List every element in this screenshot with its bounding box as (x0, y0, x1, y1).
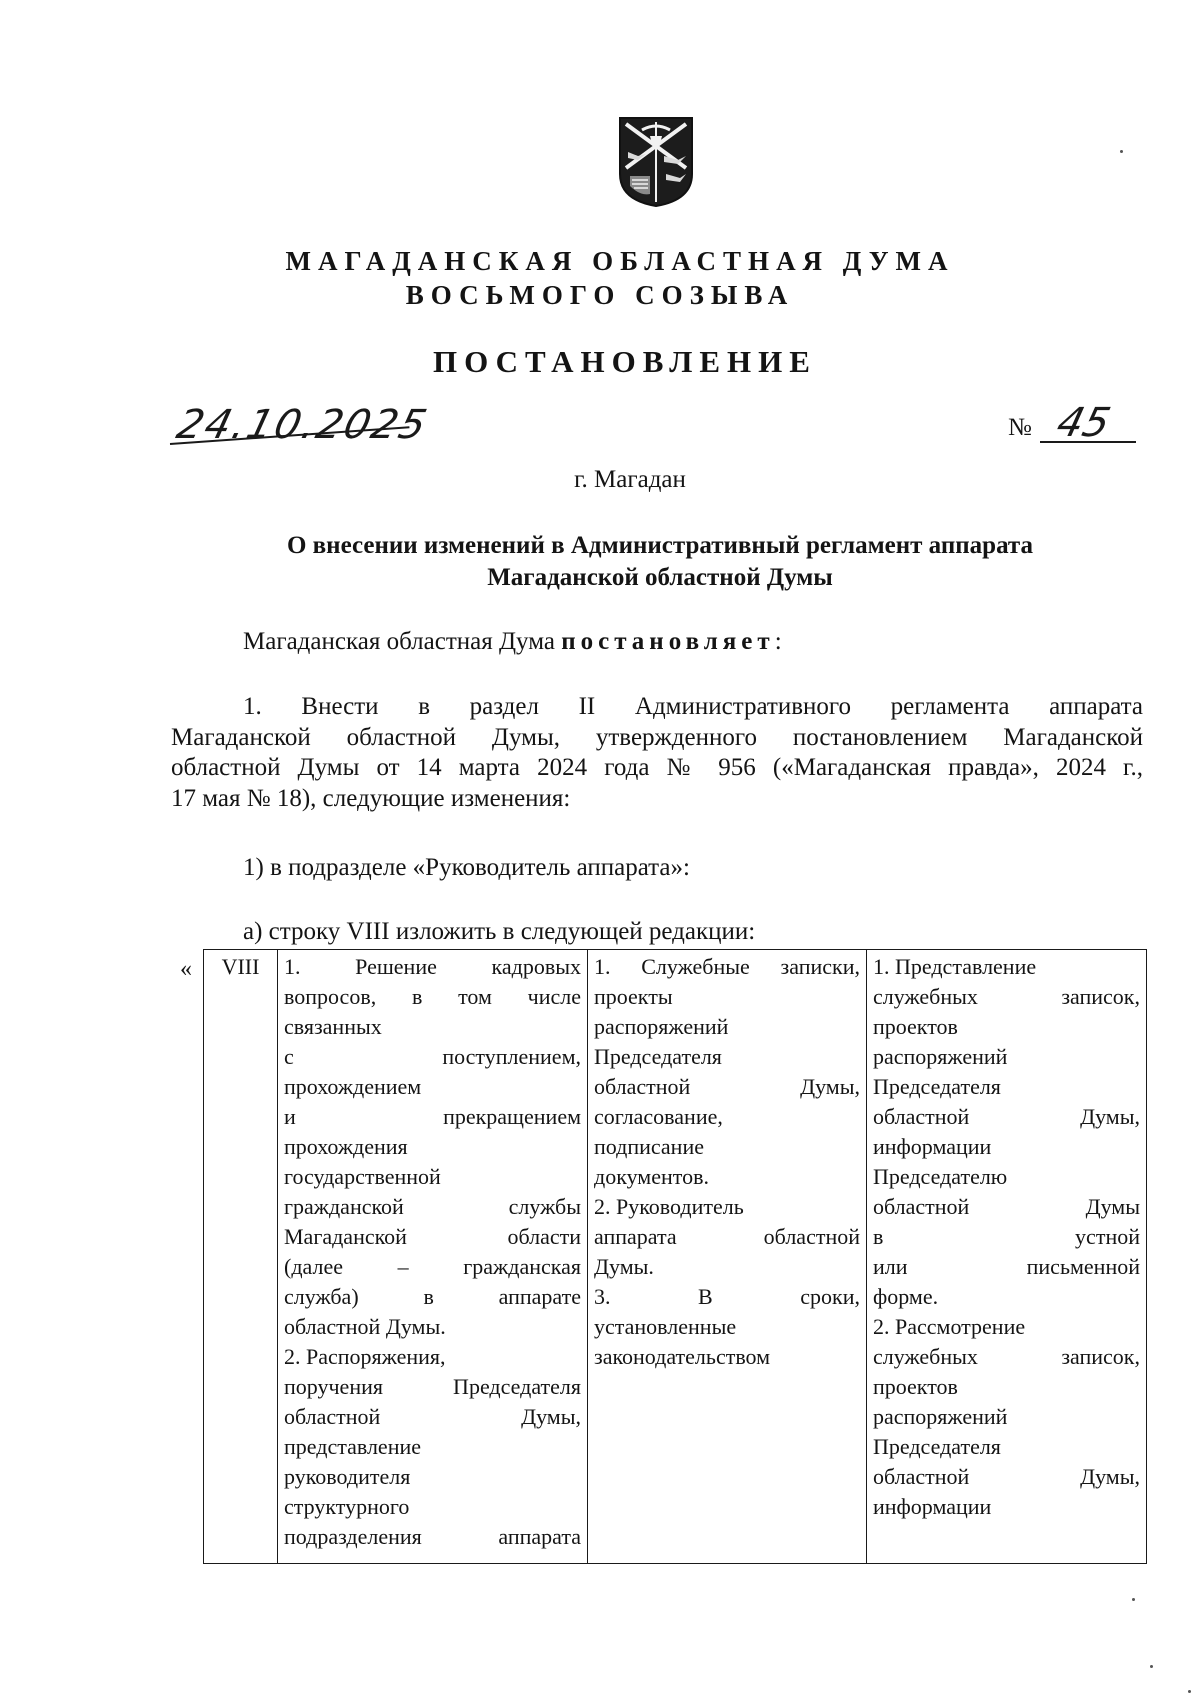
cell-line: прохождением (284, 1074, 422, 1099)
cell-line: Председателя (594, 1044, 722, 1069)
cell-line: прохождения (284, 1134, 408, 1159)
paragraph-line: областной Думы от 14 марта 2024 года № 956 («Магаданская правда», 2024 г., (171, 754, 1143, 781)
scan-speck (1132, 1598, 1135, 1601)
cell-line: представление (284, 1434, 422, 1459)
cell-line: областной Думы, (873, 1104, 1140, 1129)
cell-line: поручения Председателя (284, 1374, 581, 1399)
cell-line: форме. (873, 1284, 939, 1309)
cell-line: с поступлением, (284, 1044, 581, 1069)
table-cell-col3 (867, 950, 1147, 1564)
cell-line: 1. Представление (873, 954, 1037, 979)
handwritten-date: 24.10.2025 (172, 402, 433, 448)
cell-line: проектов (873, 1374, 958, 1399)
open-quote: « (180, 956, 192, 982)
preamble-verb: постановляет (561, 628, 775, 655)
cell-line: Председателя (873, 1074, 1001, 1099)
org-name: МАГАДАНСКАЯ ОБЛАСТНАЯ ДУМА (285, 246, 955, 276)
cell-line: областной Думы, (594, 1074, 860, 1099)
cell-line: подписание (594, 1134, 704, 1159)
cell-line: согласование, (594, 1104, 723, 1129)
document-title (200, 530, 1120, 594)
cell-line: распоряжений (873, 1044, 1008, 1069)
preamble-colon: : (774, 628, 782, 655)
cell-line: подразделения аппарата (284, 1524, 581, 1549)
title-line: О внесении изменений в Административный регламент аппарата (286, 532, 1034, 559)
cell-line: руководителя (284, 1464, 411, 1489)
document-type: ПОСТАНОВЛЕНИЕ (433, 344, 817, 379)
cell-line: государственной (284, 1164, 441, 1189)
table-row (204, 950, 1147, 1564)
table-cell-col1 (278, 950, 588, 1564)
cell-line: служба) в аппарате (284, 1284, 581, 1309)
cell-line: проекты (594, 984, 673, 1009)
paragraph-line: 17 мая № 18), следующие изменения: (171, 784, 571, 812)
cell-line: Председателя (873, 1434, 1001, 1459)
regulation-table (203, 949, 1147, 1564)
cell-line: 2. Распоряжения, (284, 1344, 446, 1369)
paragraph-line: Магаданской областной Думы, утвержденного постановлением Магаданской (171, 723, 1143, 751)
cell-line: информации (873, 1494, 992, 1519)
cell-line: установленные (594, 1314, 737, 1339)
cell-line: законодательством (594, 1344, 771, 1369)
cell-line: распоряжений (873, 1404, 1008, 1429)
cell-line: Магаданской области (284, 1224, 581, 1249)
cell-line: служебных записок, (873, 1344, 1140, 1369)
scan-speck (1150, 1665, 1153, 1668)
cell-line: гражданской службы (284, 1194, 581, 1219)
cell-line: 2. Рассмотрение (873, 1314, 1026, 1339)
cell-line: документов. (594, 1164, 709, 1189)
cell-line: 2. Руководитель (594, 1194, 744, 1219)
cell-line: вопросов, в том числе (284, 984, 581, 1009)
item-a: а) строку VIII изложить в следующей редакции: (243, 918, 756, 945)
preamble (243, 628, 782, 656)
handwritten-number: 45 (1052, 400, 1115, 446)
cell-line: областной Думы, (873, 1464, 1140, 1489)
cell-line: Председателю (873, 1164, 1008, 1189)
cell-line: информации (873, 1134, 992, 1159)
number-sign: № (1008, 414, 1032, 441)
cell-line: Думы. (594, 1254, 654, 1279)
cell-line: аппарата областной (594, 1224, 860, 1249)
row-number: VIII (221, 954, 260, 979)
cell-line: структурного (284, 1494, 410, 1519)
cell-line: проектов (873, 1014, 958, 1039)
scan-speck (1188, 1690, 1191, 1693)
cell-line: связанных (284, 1014, 382, 1039)
city: г. Магадан (574, 466, 686, 493)
cell-line: областной Думы (873, 1194, 1140, 1219)
convocation: ВОСЬМОГО СОЗЫВА (405, 280, 795, 310)
cell-line: или письменной (873, 1254, 1140, 1279)
title-line: Магаданской областной Думы (487, 564, 833, 591)
paragraph-line: 1. Внести в раздел II Административного регламента аппарата (243, 693, 1143, 720)
cell-line: 3. В сроки, (594, 1284, 860, 1309)
cell-line: служебных записок, (873, 984, 1140, 1009)
scan-speck (1120, 150, 1123, 153)
cell-line: областной Думы, (284, 1404, 581, 1429)
cell-line: областной Думы. (284, 1314, 446, 1339)
number-underline (1040, 441, 1136, 443)
cell-line: и прекращением (284, 1104, 581, 1129)
row-number-cell (204, 950, 278, 1564)
paragraph-1 (171, 692, 1143, 814)
cell-line: (далее – гражданская (284, 1254, 581, 1279)
table-cell-col2 (588, 950, 867, 1564)
cell-line: распоряжений (594, 1014, 729, 1039)
cell-line: 1. Служебные записки, (594, 954, 860, 979)
cell-line: 1. Решение кадровых (284, 954, 581, 979)
cell-line: в устной (873, 1224, 1140, 1249)
coat-of-arms-icon (616, 116, 696, 208)
preamble-text: Магаданская областная Дума (243, 628, 562, 655)
item-1: 1) в подразделе «Руководитель аппарата»: (243, 854, 690, 881)
